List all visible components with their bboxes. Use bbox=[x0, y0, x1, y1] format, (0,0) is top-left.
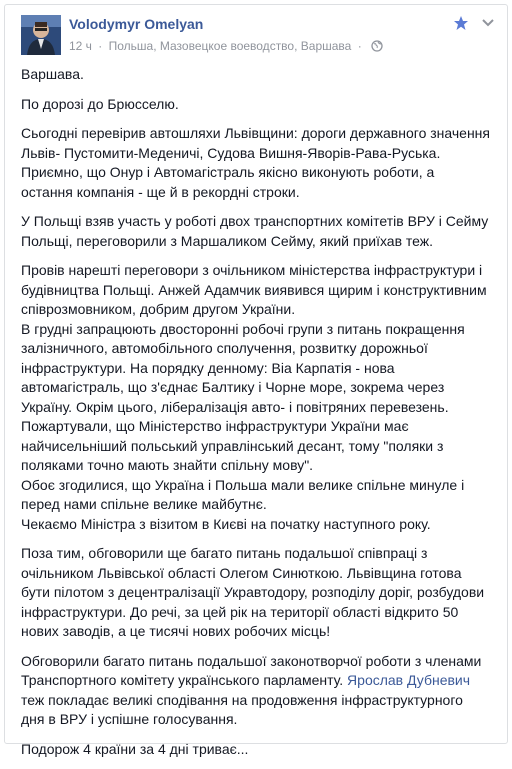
post-paragraph: Провів нарешті переговори з очільником міністерства інфраструктури і будівництва Польщі. Анжей Адамчик виявився щирим і конструктивним співрозмовником, добрим другом України. В грудні запрацюють двосторонні робочі групи з питань покращення залізничного, автомобільного сполучення, розвитку дорожньої інфраструктури. На порядку денному: Віа Карпатія - нова автомагістраль, що з'єднає Балтику і Чорне море, зокрема через Україну. Окрім цього, лібералізація авто- і повітряних перевезень. Пожартували, що Міністерство інфраструктури України має найчисельніший польський управлінський десант, тому "поляки з поляками точно мають знайти спільну мову". Обоє згодилися, що Україна і Польша мали велике спільне минуле і перед нами спільне велике майбутнє. Чекаємо Міністра з візитом в Києві на початку наступного року. bbox=[21, 262, 487, 532]
paragraph-text: теж покладає великі сподівання на продовження інфраструктурного дня в ВРУ і успішне голосування. bbox=[21, 691, 463, 727]
chevron-down-icon[interactable] bbox=[481, 17, 495, 29]
post-time[interactable]: 12 ч bbox=[69, 39, 92, 53]
post-paragraph: У Польщі взяв участь у роботі двох транспортних комітетів ВРУ і Сейму Польщі, переговорили з Маршаликом Сейму, який приїхав теж. bbox=[21, 213, 489, 249]
globe-icon[interactable] bbox=[371, 40, 383, 52]
author-name[interactable]: Volodymyr Omelyan bbox=[69, 16, 204, 32]
mention-link[interactable]: Ярослав Дубневич bbox=[347, 672, 471, 688]
post-paragraph: Варшава. bbox=[21, 66, 84, 82]
meta-separator: · bbox=[357, 39, 362, 53]
post-header bbox=[15, 13, 499, 59]
star-icon[interactable] bbox=[453, 15, 469, 31]
avatar-photo bbox=[21, 15, 61, 55]
post-card bbox=[4, 4, 508, 757]
post-meta bbox=[69, 39, 383, 53]
post-location[interactable]: Польша, Мазовецкое воеводство, Варшава bbox=[108, 39, 352, 53]
post-paragraph: Поза тим, обговорили ще багато питань подальшої співпраці з очільником Львівської області Олегом Синюткою. Львівщина готова бути пілотом з децентралізації Укравтодору, розподілу доріг, розбудови інфраструктури. До речі, за цей рік на території області відкрито 50 нових заводів, а це тисячі нових робочих місць! bbox=[21, 545, 485, 639]
paragraph-text: Обговорили багато питань подальшої законотворчої роботи з членами Транспортного комітету українського парламенту. bbox=[21, 652, 482, 688]
post-paragraph: По дорозі до Брюсселю. bbox=[21, 95, 179, 112]
post-body bbox=[21, 65, 493, 769]
post-paragraph-mention bbox=[21, 652, 493, 730]
avatar[interactable] bbox=[21, 15, 61, 55]
post-paragraph: Сьогодні перевірив автошляхи Львівщини: дороги державного значення Львів- Пустомити-Меденичі, Судова Вишня-Яворів-Рава-Руська. Приємно, що Онур і Автомагістраль якісно виконують роботи, а остання компанія - ще й в рекордні строки. bbox=[21, 125, 490, 200]
meta-separator: · bbox=[98, 39, 103, 53]
post-paragraph: Подорож 4 країни за 4 дні триває... bbox=[21, 740, 249, 757]
